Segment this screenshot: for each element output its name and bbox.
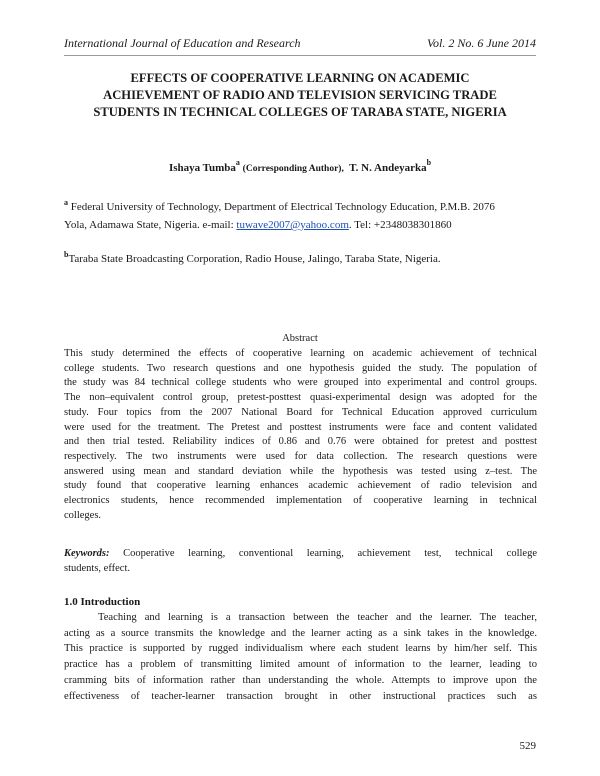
intro-line: cramming bits of information rather than understanding the whole. Attempts to improve upon the: [64, 674, 537, 686]
introduction-body: [64, 610, 537, 704]
intro-line: practice has a problem of transmitting limited amount of information to the learner, leading to: [64, 659, 537, 671]
email-link[interactable]: tuwave2007@yahoo.com: [236, 219, 349, 231]
running-header: [64, 36, 536, 56]
keywords-label: Keywords:: [64, 548, 110, 559]
abstract-body: [64, 347, 537, 523]
title-line: STUDENTS IN TECHNICAL COLLEGES OF TARABA STATE, NIGERIA: [93, 105, 507, 119]
abstract-line: respectively. The two instruments were used for data collection. The research questions were: [64, 450, 537, 462]
affiliation-a-line1: Federal University of Technology, Department of Electrical Technology Education, P.M.B. 2076: [70, 201, 495, 213]
abstract-line: answered using mean and standard deviation while the hypothesis was tested using z–test. The: [64, 465, 537, 477]
title-line: ACHIEVEMENT OF RADIO AND TELEVISION SERVICING TRADE: [103, 88, 497, 102]
affiliation-a-mark: a: [64, 198, 68, 207]
author-2-mark: b: [426, 158, 432, 167]
keywords: [64, 546, 537, 576]
abstract-line: and then trial tested. Reliability indices of 0.86 and 0.76 were obtained for pretest and posttest: [64, 436, 537, 448]
affiliation-a: [64, 194, 536, 234]
corresponding-note: (Corresponding Author),: [242, 164, 344, 174]
abstract-line: The non–equivalent control group, pretest-posttest quasi-experimental design was adopted for the: [64, 392, 537, 404]
affiliation-b: [64, 246, 536, 268]
journal-name: International Journal of Education and Research: [64, 36, 301, 50]
abstract-line: were used for the treatment. The Pretest and posttest instruments were face and content validated: [64, 421, 537, 433]
abstract-line: college students. Two research questions and one hypothesis guided the study. The population of: [64, 362, 537, 374]
intro-line: Teaching and learning is a transaction between the teacher and the learner. The teacher,: [98, 612, 537, 623]
author-1-mark: a: [235, 158, 240, 167]
affiliation-a-phone: . Tel: +2348038301860: [348, 219, 452, 231]
intro-line: acting as a source transmits the knowledge and the learner acting as a sink takes in the knowledge.: [64, 627, 537, 639]
title-line: EFFECTS OF COOPERATIVE LEARNING ON ACADEMIC: [130, 71, 470, 85]
issue-info: Vol. 2 No. 6 June 2014: [427, 36, 536, 50]
abstract-line: This study determined the effects of cooperative learning on academic achievement of technical: [64, 348, 537, 359]
author-1: Ishaya Tumba: [168, 162, 236, 174]
author-2: T. N. Andeyarka: [349, 162, 427, 174]
keywords-line2: students, effect.: [64, 563, 130, 574]
affiliation-a-line2: Yola, Adamawa State, Nigeria. e-mail:: [64, 219, 237, 231]
affiliation-b-line: Taraba State Broadcasting Corporation, Radio House, Jalingo, Taraba State, Nigeria.: [68, 253, 441, 265]
abstract-line: electronics students, hence recommended implementation of cooperative learning in technical: [64, 495, 537, 507]
author-line: [60, 158, 540, 174]
intro-line: effectiveness of teacher-learner transaction brought in other instructional practices such as: [64, 690, 537, 702]
page-number: 529: [519, 740, 536, 752]
paper-title: [60, 70, 540, 121]
section-heading-introduction: 1.0 Introduction: [64, 596, 141, 608]
abstract-line: study. Four topics from the 2007 National Board for Technical Education approved curriculum: [64, 406, 537, 418]
abstract-line: study found that cooperative learning enhances academic achievement of radio television and: [64, 480, 537, 492]
affiliation-b-mark: b: [64, 250, 69, 259]
intro-line: This practice is supported by rugged individualism where each student learns by him/her self. This: [64, 643, 537, 655]
keywords-line1: Cooperative learning, conventional learning, achievement test, technical college: [109, 548, 537, 559]
abstract-line: the study was 84 technical college students who were grouped into experimental and control groups.: [64, 377, 537, 389]
abstract-heading: Abstract: [282, 333, 318, 344]
abstract-line: colleges.: [64, 509, 102, 521]
